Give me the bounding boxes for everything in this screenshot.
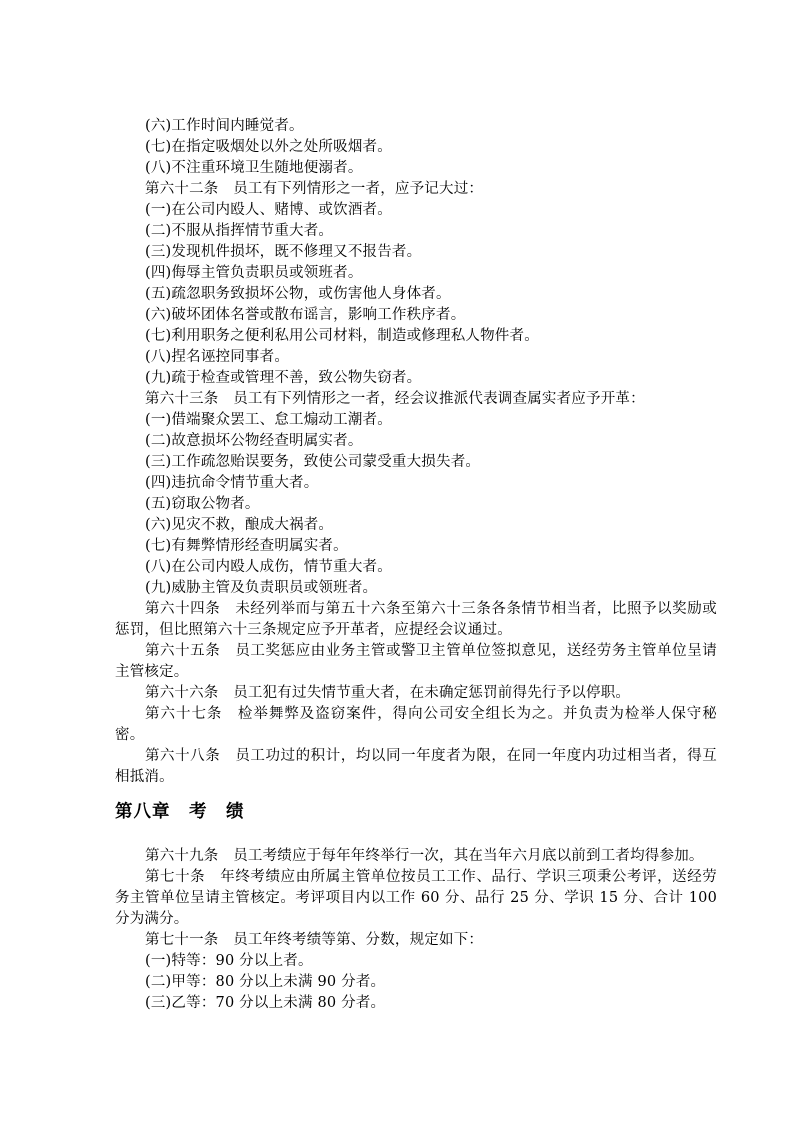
article-paragraph-67: 第六十七条 检举舞弊及盗窃案件，得向公司安全组长为之。并负责为检举人保守秘密。 bbox=[115, 706, 717, 743]
list-item: (八)捏名诬控同事者。 bbox=[145, 349, 290, 365]
list-item: (二)甲等：80 分以上未满 90 分者。 bbox=[145, 974, 386, 990]
list-item: (一)借端聚众罢工、怠工煽动工潮者。 bbox=[145, 412, 392, 428]
article-paragraph-65: 第六十五条 员工奖惩应由业务主管或警卫主管单位签拟意见，送经劳务主管单位呈请主管核定。 bbox=[115, 643, 717, 680]
article-paragraph-64: 第六十四条 未经列举而与第五十六条至第六十三条各条情节相当者，比照予以奖励或惩罚，但比照第六十三条规定应予开革者，应提经会议通过。 bbox=[115, 601, 717, 638]
list-item: (一)在公司内殴人、赌博、或饮酒者。 bbox=[145, 202, 392, 218]
list-item: (六)见灾不救，酿成大祸者。 bbox=[145, 517, 334, 533]
article-paragraph-69: 第六十九条 员工考绩应于每年年终举行一次，其在当年六月底以前到工者均得参加。 bbox=[145, 848, 704, 864]
list-item: (三)发现机件损坏，既不修理又不报告者。 bbox=[145, 244, 422, 260]
list-item: (七)有舞弊情形经查明属实者。 bbox=[145, 538, 348, 554]
article-list-top bbox=[115, 116, 717, 788]
list-item: (六)破坏团体名誉或散布谣言，影响工作秩序者。 bbox=[145, 307, 466, 323]
list-item: (一)特等：90 分以上者。 bbox=[145, 953, 313, 969]
list-item: (五)疏忽职务致损坏公物，或伤害他人身体者。 bbox=[145, 286, 451, 302]
article-heading-63: 第六十三条 员工有下列情形之一者，经会议推派代表调查属实者应予开革： bbox=[145, 391, 645, 407]
article-heading-62: 第六十二条 员工有下列情形之一者，应予记大过： bbox=[145, 181, 484, 197]
article-paragraph-68: 第六十八条 员工功过的积计，均以同一年度者为限，在同一年度内功过相当者，得互相抵消。 bbox=[115, 748, 717, 785]
list-item: (二)不服从指挥情节重大者。 bbox=[145, 223, 334, 239]
article-heading-71: 第七十一条 员工年终考绩等第、分数，规定如下： bbox=[145, 932, 484, 948]
list-item: (七)利用职务之便利私用公司材料，制造或修理私人物件者。 bbox=[145, 328, 539, 344]
list-item: (八)不注重环境卫生随地便溺者。 bbox=[145, 160, 363, 176]
article-paragraph-66: 第六十六条 员工犯有过失情节重大者，在未确定惩罚前得先行予以停职。 bbox=[145, 685, 631, 701]
list-item: (三)工作疏忽贻误要务，致使公司蒙受重大损失者。 bbox=[145, 454, 481, 470]
list-item: (九)威胁主管及负责职员或领班者。 bbox=[145, 580, 378, 596]
chapter-heading: 第八章 考 绩 bbox=[115, 802, 245, 822]
list-item: (八)在公司内殴人成伤，情节重大者。 bbox=[145, 559, 392, 575]
list-item: (二)故意损坏公物经查明属实者。 bbox=[145, 433, 363, 449]
list-item: (五)窃取公物者。 bbox=[145, 496, 260, 512]
list-item: (六)工作时间内睡觉者。 bbox=[145, 118, 304, 134]
list-item: (四)违抗命令情节重大者。 bbox=[145, 475, 319, 491]
list-item: (四)侮辱主管负责职员或领班者。 bbox=[145, 265, 363, 281]
list-item: (九)疏于检查或管理不善，致公物失窃者。 bbox=[145, 370, 422, 386]
article-list-bottom bbox=[115, 846, 717, 1014]
article-paragraph-70: 第七十条 年终考绩应由所属主管单位按员工工作、品行、学识三项秉公考评，送经劳务主管单位呈请主管核定。考评项目内以工作 60 分、品行 25 分、学识 15 分、合计 100 分为满分。 bbox=[115, 869, 717, 927]
list-item: (三)乙等：70 分以上未满 80 分者。 bbox=[145, 995, 386, 1011]
list-item: (七)在指定吸烟处以外之处所吸烟者。 bbox=[145, 139, 392, 155]
